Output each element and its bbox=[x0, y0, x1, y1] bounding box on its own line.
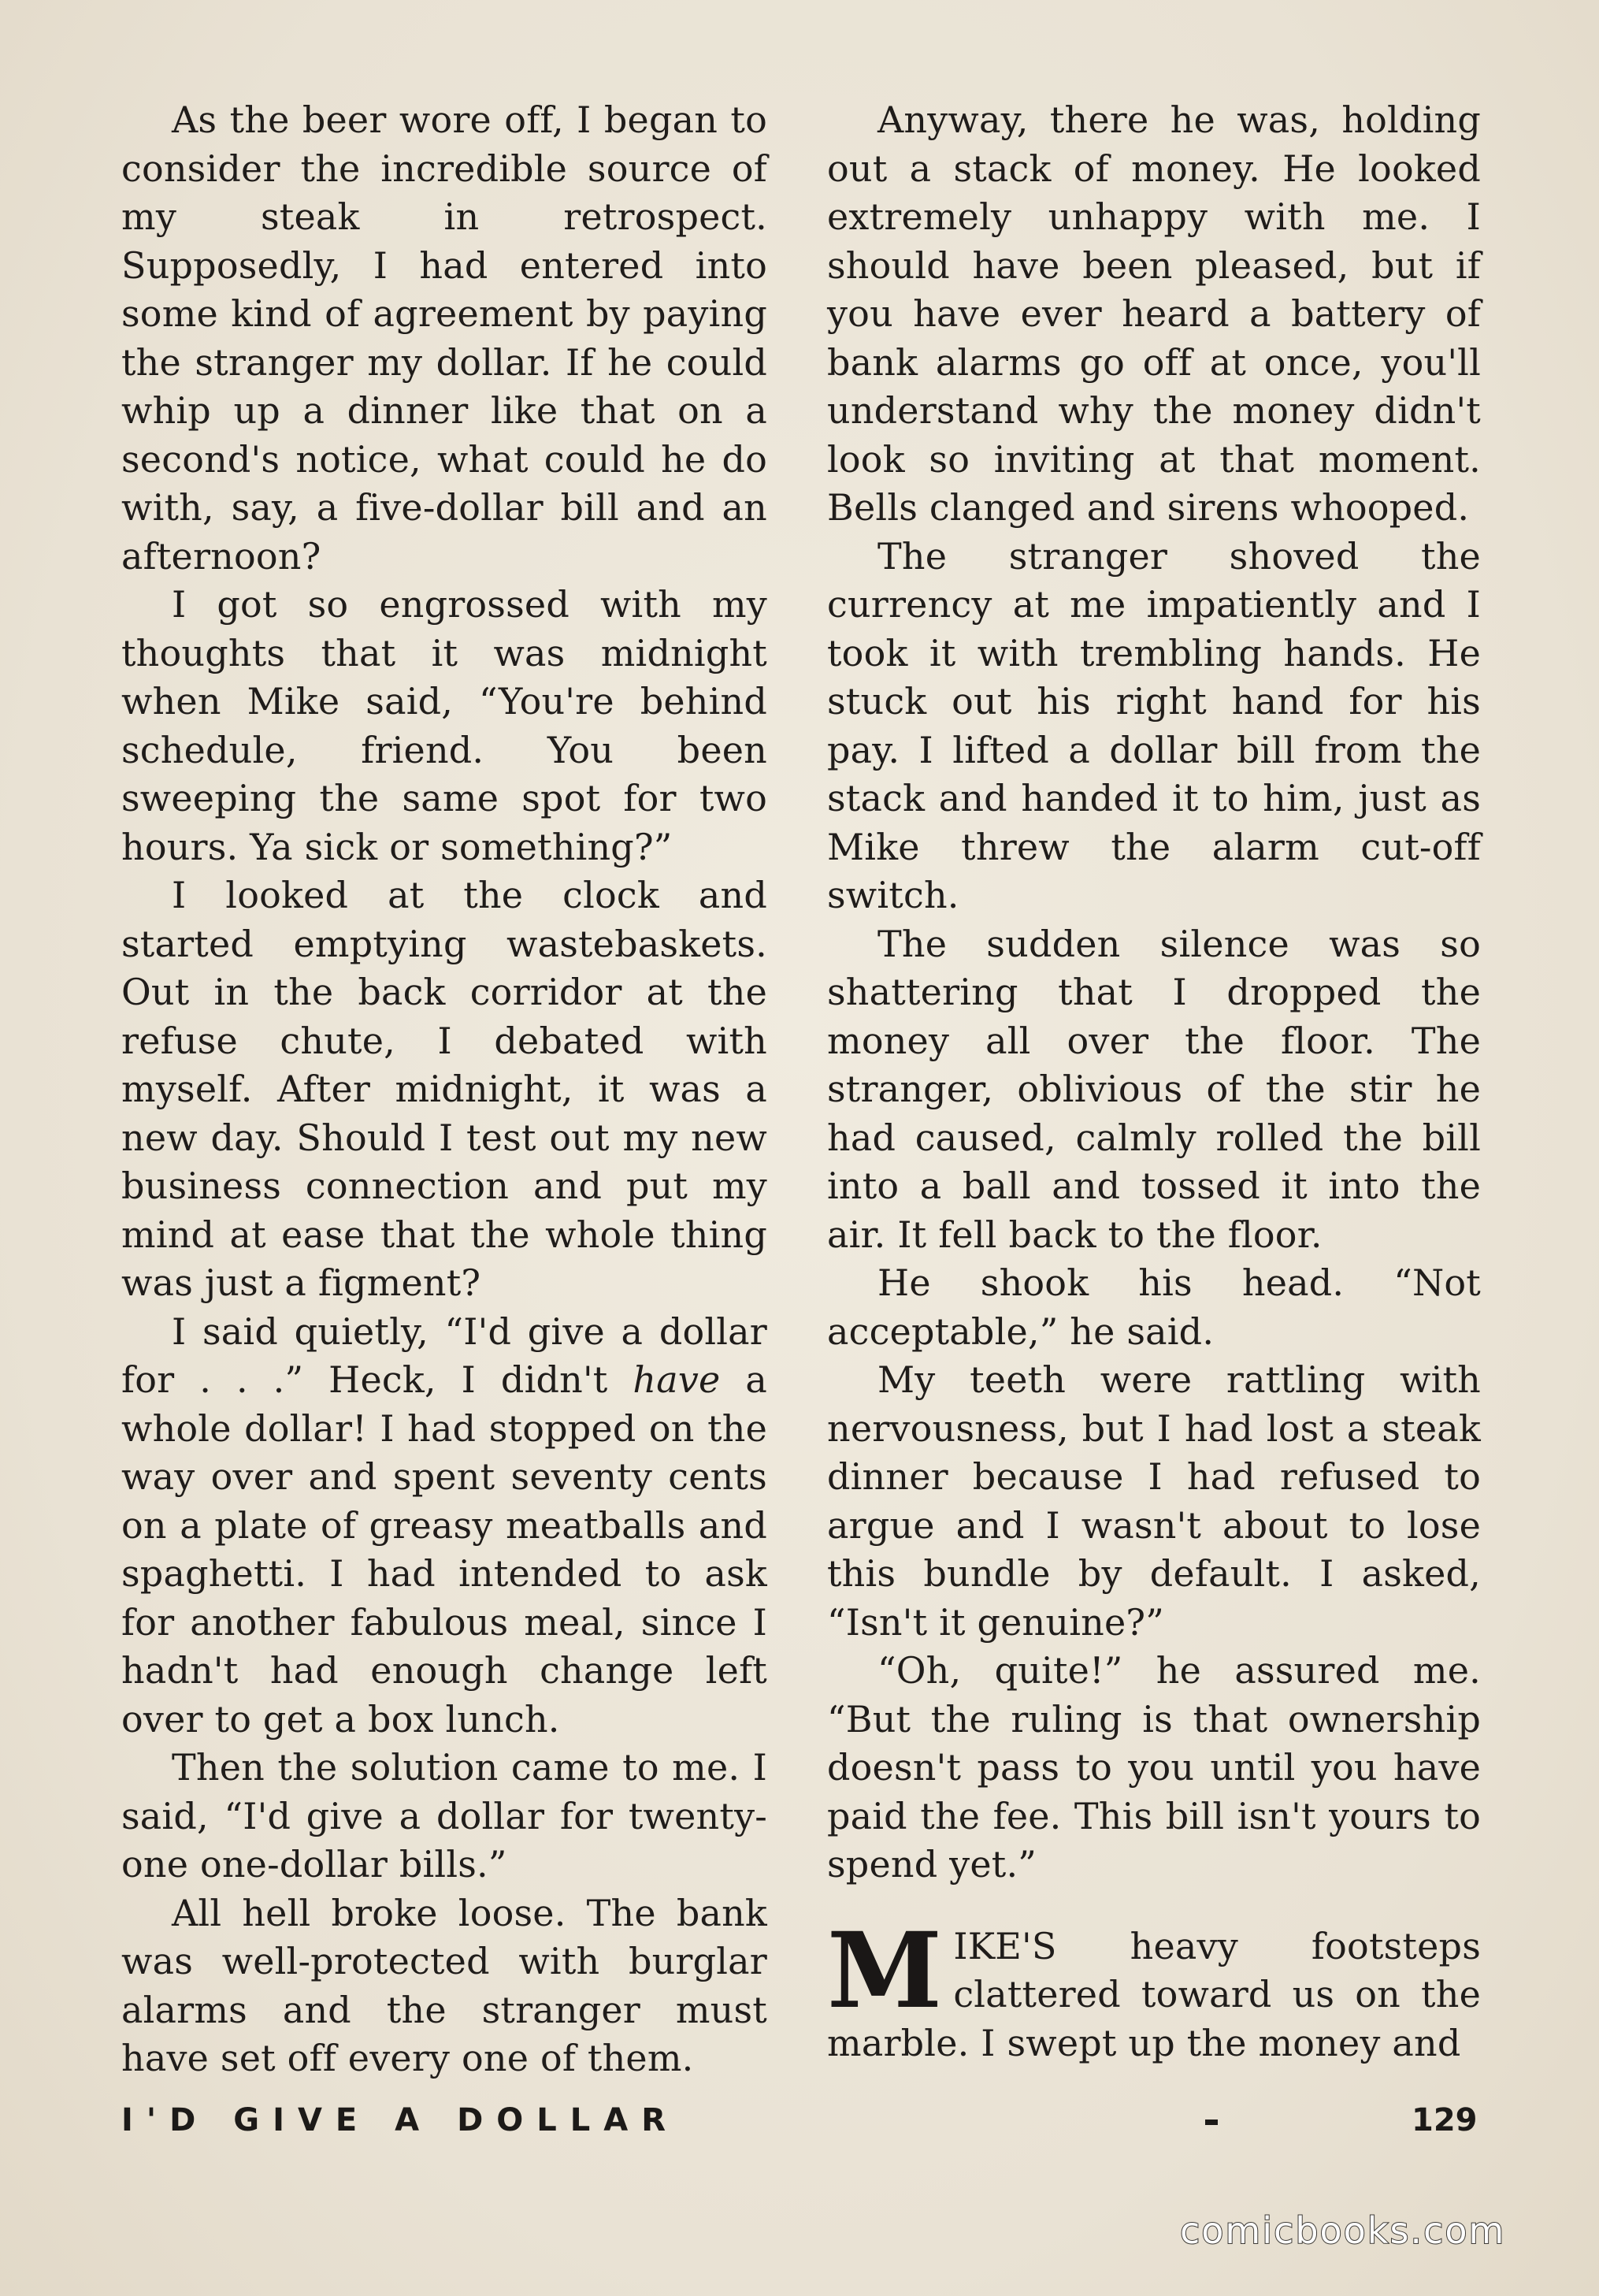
drop-cap: M bbox=[827, 1909, 943, 2032]
paragraph: The sudden silence was so shattering that I dropped the money all over the floor. The stranger, oblivious of the stir he had caused, calmly rolled the bill into a ball and tossed it into the air. It fell back to the floor. bbox=[827, 922, 1481, 1256]
paragraph: Then the solution came to me. I said, “I'd give a dollar for twenty-one one-dollar bills.” bbox=[121, 1746, 767, 1885]
running-footer-title: I'D GIVE A DOLLAR bbox=[121, 2102, 680, 2138]
paragraph: My teeth were rattling with nervousness, but I had lost a steak dinner because I had refused to argue and I wasn't about to lose this bundle by default. I asked, “Isn't it genuine?” bbox=[827, 1358, 1481, 1644]
paragraph bbox=[121, 1308, 767, 1744]
paragraph: The stranger shoved the currency at me impatiently and I took it with trembling hands. He stuck out his right hand for his pay. I lifted a dollar bill from the stack and handed it to him, just as Mike threw the alarm cut-off switch. bbox=[827, 534, 1481, 916]
paragraph: Anyway, there he was, holding out a stack of money. He looked extremely unhappy with me. I should have been pleased, but if you have ever heard a battery of bank alarms go off at once, you'll understand why the money didn't look so inviting at that moment. Bells clanged and sirens whooped. bbox=[827, 98, 1481, 529]
left-column bbox=[121, 96, 767, 2083]
right-column bbox=[827, 96, 1481, 2068]
footer-dash bbox=[1205, 2120, 1218, 2125]
watermark: comicbooks.com bbox=[1180, 2209, 1506, 2252]
section-opening-paragraph bbox=[827, 1909, 1481, 2068]
page-number: 129 bbox=[1412, 2102, 1478, 2138]
paragraph: All hell broke loose. The bank was well-protected with burglar alarms and the stranger must have set off every one of them. bbox=[121, 1891, 767, 2079]
paragraph: He shook his head. “Not acceptable,” he said. bbox=[827, 1261, 1481, 1353]
paragraph-text: a whole dollar! I had stopped on the way over and spent seventy cents on a plate of greasy meatballs and spaghetti. I had intended to ask for another fabulous meal, since I hadn't had enough change left over to get a box lunch. bbox=[121, 1358, 768, 1741]
paragraph-text: I said quietly, “I'd give a dollar for . . .” Heck, I didn't bbox=[121, 1310, 767, 1401]
paragraph: I looked at the clock and started emptying wastebaskets. Out in the back corridor at the refuse chute, I debated with myself. After midnight, it was a new day. Should I test out my new business connection and put my mind at ease that the whole thing was just a figment? bbox=[121, 874, 767, 1304]
paragraph: I got so engrossed with my thoughts that it was midnight when Mike said, “You're behind schedule, friend. You been sweeping the same spot for two hours. Ya sick or something?” bbox=[121, 583, 767, 868]
paragraph: As the beer wore off, I began to consider the incredible source of my steak in retrospect. Supposedly, I had entered into some kind of agreement by paying the stranger my dollar. If he could whip up a dinner like that on a second's notice, what could he do with, say, a five-dollar bill and an afternoon? bbox=[121, 98, 767, 578]
paragraph: “Oh, quite!” he assured me. “But the ruling is that ownership doesn't pass to you until you have paid the fee. This bill isn't yours to spend yet.” bbox=[827, 1649, 1481, 1885]
italic-word: have bbox=[633, 1358, 721, 1401]
paragraph-text: IKE'S heavy footsteps clattered toward us on the marble. I swept up the money and bbox=[827, 1924, 1481, 2064]
